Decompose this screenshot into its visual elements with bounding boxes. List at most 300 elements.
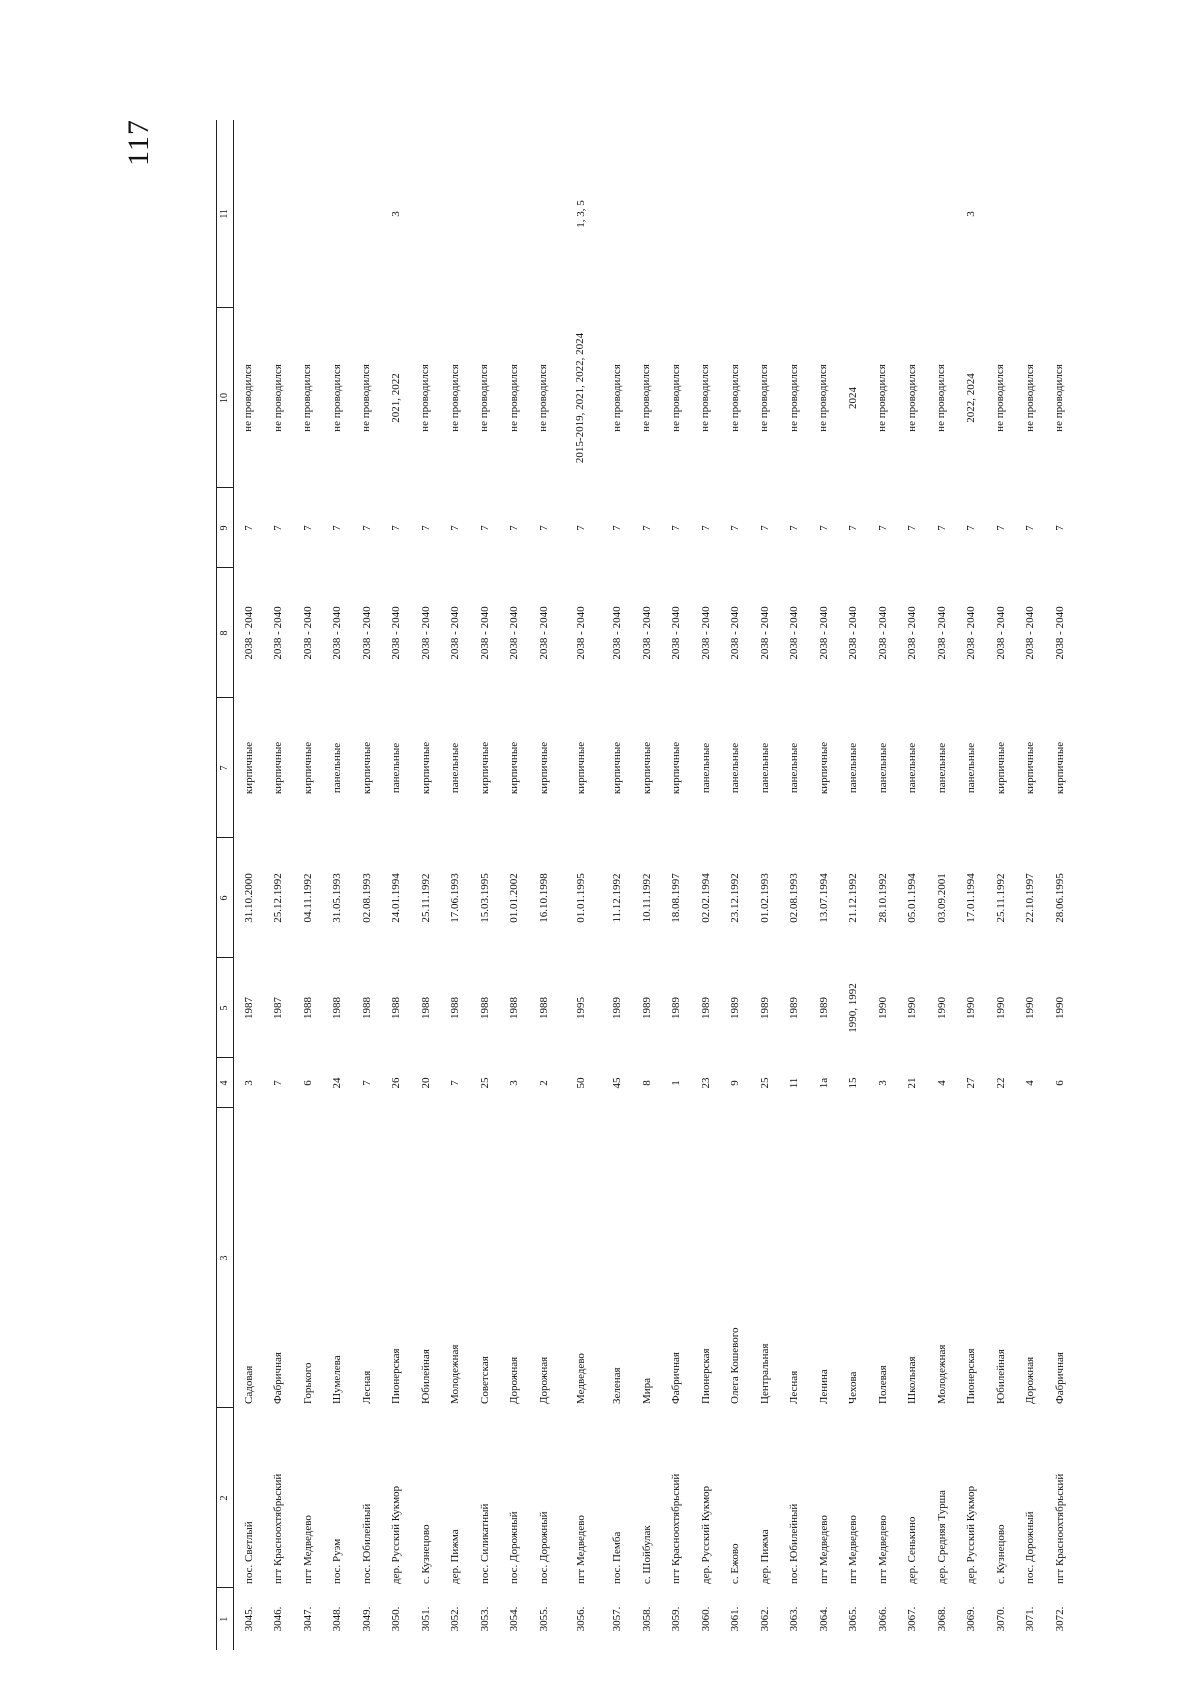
table-row (293, 120, 323, 1650)
life-value: 7 (640, 525, 653, 531)
row-number: 3072. (1053, 1606, 1066, 1632)
wall-material: кирпичные (419, 741, 432, 795)
wall-material: панельные (729, 742, 742, 794)
street: Юбилейная (994, 1349, 1007, 1404)
row-number: 3051. (419, 1606, 432, 1632)
table-row (234, 120, 264, 1650)
street: Советская (478, 1356, 491, 1404)
street: Молодежная (449, 1344, 462, 1404)
wall-material: панельные (876, 742, 889, 794)
wall-material: кирпичные (574, 741, 587, 795)
street: Олега Кошевого (729, 1327, 742, 1404)
street: Юбилейная (419, 1349, 432, 1404)
street: Фабричная (272, 1352, 285, 1404)
street: Лесная (788, 1370, 801, 1404)
life-value: 7 (574, 525, 587, 531)
column-header-10: 10 (217, 308, 234, 488)
life-value: 7 (242, 525, 255, 531)
life-value: 7 (390, 525, 403, 531)
repair-years: 2022, 2024 (964, 373, 977, 423)
build-year: 1990, 1992 (847, 983, 860, 1033)
table-row (323, 120, 353, 1650)
life-value: 7 (788, 525, 801, 531)
note (868, 120, 898, 308)
build-year: 1987 (242, 997, 255, 1019)
registration-date: 16.10.1998 (537, 873, 550, 923)
note (264, 120, 294, 308)
build-year: 1989 (699, 997, 712, 1019)
planned-period: 2038 - 2040 (508, 606, 521, 660)
locality: пос. Дорожный (508, 1511, 521, 1584)
registration-date: 21.12.1992 (847, 873, 860, 923)
build-year: 1989 (729, 997, 742, 1019)
house-number: 21 (906, 1077, 919, 1089)
house-number: 3 (242, 1080, 255, 1086)
page-number: 117 (122, 119, 155, 166)
build-year: 1989 (670, 997, 683, 1019)
note (603, 120, 633, 308)
planned-period: 2038 - 2040 (817, 606, 830, 660)
note (691, 120, 721, 308)
row-number: 3056. (574, 1606, 587, 1632)
repair-years: не проводился (478, 364, 491, 432)
locality: пос. Юбилейный (788, 1503, 801, 1584)
house-number: 7 (449, 1080, 462, 1086)
street: Дорожная (508, 1356, 521, 1404)
locality: пос. Дорожный (1024, 1511, 1037, 1584)
row-number: 3067. (906, 1606, 919, 1632)
table-row (957, 120, 987, 1650)
life-value: 7 (360, 525, 373, 531)
table-row (691, 120, 721, 1650)
build-year: 1990 (1053, 997, 1066, 1019)
planned-period: 2038 - 2040 (449, 606, 462, 660)
life-value: 7 (876, 525, 889, 531)
column-number-header (217, 120, 234, 1650)
table-row (529, 120, 559, 1650)
planned-period: 2038 - 2040 (537, 606, 550, 660)
planned-period: 2038 - 2040 (965, 606, 978, 660)
street: Садовая (242, 1365, 255, 1404)
row-number: 3057. (611, 1606, 624, 1632)
note (898, 120, 928, 308)
locality: дер. Сенькино (906, 1516, 919, 1584)
street: Мира (640, 1377, 653, 1404)
repair-years: не проводился (330, 364, 343, 432)
table-row (264, 120, 294, 1650)
registration-date: 02.08.1993 (360, 873, 373, 923)
table-row (750, 120, 780, 1650)
registration-date: 15.03.1995 (478, 873, 491, 923)
planned-period: 2038 - 2040 (906, 606, 919, 660)
house-number: 45 (611, 1077, 624, 1089)
wall-material: кирпичные (508, 741, 521, 795)
table-row (382, 120, 412, 1650)
build-year: 1988 (508, 997, 521, 1019)
table-row (662, 120, 692, 1650)
house-number: 3 (876, 1080, 889, 1086)
row-number: 3063. (788, 1606, 801, 1632)
repair-years: не проводился (876, 364, 889, 432)
wall-material: кирпичные (537, 741, 550, 795)
planned-period: 2038 - 2040 (699, 606, 712, 660)
registration-date: 22.10.1997 (1024, 873, 1037, 923)
wall-material: панельные (906, 742, 919, 794)
planned-period: 2038 - 2040 (640, 606, 653, 660)
house-number: 4 (1024, 1080, 1037, 1086)
wall-material: кирпичные (994, 741, 1007, 795)
build-year: 1988 (478, 997, 491, 1019)
registration-date: 25.11.1992 (994, 873, 1007, 923)
wall-material: панельные (699, 742, 712, 794)
street: Ленина (817, 1369, 830, 1404)
build-year: 1990 (1024, 997, 1037, 1019)
table-row (898, 120, 928, 1650)
life-value: 7 (419, 525, 432, 531)
locality: пгт Медведево (817, 1515, 830, 1584)
locality: пос. Руэм (331, 1538, 344, 1584)
house-number: 20 (419, 1077, 432, 1089)
note (411, 120, 441, 308)
locality: дер. Русский Кукмор (390, 1485, 403, 1584)
repair-years: не проводился (994, 364, 1007, 432)
row-number: 3069. (965, 1606, 978, 1632)
repair-years: не проводился (1053, 364, 1066, 432)
table-body (234, 120, 1075, 1650)
house-number: 7 (360, 1080, 373, 1086)
house-number: 22 (994, 1077, 1007, 1089)
repair-years: не проводился (669, 364, 682, 432)
repair-years: 2021, 2022 (389, 373, 402, 423)
note (721, 120, 751, 308)
repair-years: не проводился (537, 364, 550, 432)
repair-years: 2024 (846, 387, 859, 409)
note (352, 120, 382, 308)
table-row (470, 120, 500, 1650)
column-header-4: 4 (217, 1058, 234, 1108)
repair-years: не проводился (935, 364, 948, 432)
registration-date: 31.10.2000 (242, 873, 255, 923)
house-number: 2 (537, 1080, 550, 1086)
street: Фабричная (670, 1352, 683, 1404)
wall-material: кирпичные (272, 741, 285, 795)
build-year: 1988 (301, 997, 314, 1019)
life-value: 7 (935, 525, 948, 531)
row-number: 3053. (478, 1606, 491, 1632)
life-value: 7 (272, 525, 285, 531)
house-number: 26 (390, 1077, 403, 1089)
table-row (839, 120, 869, 1650)
registration-date: 01.01.2002 (508, 873, 521, 923)
column-header-3: 3 (217, 1108, 234, 1408)
note (500, 120, 530, 308)
repair-years: не проводился (419, 364, 432, 432)
build-year: 1989 (758, 997, 771, 1019)
repair-years: не проводился (787, 364, 800, 432)
life-value: 7 (449, 525, 462, 531)
locality: дер. Пижма (758, 1529, 771, 1584)
street: Пионерская (965, 1348, 978, 1404)
column-header-7: 7 (217, 698, 234, 838)
repair-years: не проводился (817, 364, 830, 432)
table-row (986, 120, 1016, 1650)
planned-period: 2038 - 2040 (611, 606, 624, 660)
house-number: 6 (1053, 1080, 1066, 1086)
life-value: 7 (965, 525, 978, 531)
table-row (927, 120, 957, 1650)
registration-date: 01.01.1995 (574, 873, 587, 923)
life-value: 7 (670, 525, 683, 531)
house-number: 9 (729, 1080, 742, 1086)
repair-years: не проводился (301, 364, 314, 432)
locality: пос. Юбилейный (360, 1503, 373, 1584)
life-value: 7 (508, 525, 521, 531)
street: Пионерская (390, 1348, 403, 1404)
life-value: 7 (994, 525, 1007, 531)
note (927, 120, 957, 308)
table-row (809, 120, 839, 1650)
planned-period: 2038 - 2040 (935, 606, 948, 660)
build-year: 1995 (574, 997, 587, 1019)
house-number: 8 (640, 1080, 653, 1086)
repair-years: не проводился (360, 364, 373, 432)
table-row (559, 120, 603, 1650)
street: Полевая (876, 1365, 889, 1404)
locality: дер. Русский Кукмор (965, 1485, 978, 1584)
street: Пионерская (699, 1348, 712, 1404)
house-number: 11 (788, 1077, 801, 1089)
locality: пгт Медведево (847, 1515, 860, 1584)
house-number: 15 (847, 1077, 860, 1089)
planned-period: 2038 - 2040 (876, 606, 889, 660)
planned-period: 2038 - 2040 (1024, 606, 1037, 660)
life-value: 7 (699, 525, 712, 531)
wall-material: панельные (965, 742, 978, 794)
locality: пгт Медведево (876, 1515, 889, 1584)
build-year: 1988 (449, 997, 462, 1019)
life-value: 7 (611, 525, 624, 531)
wall-material: кирпичные (360, 741, 373, 795)
build-year: 1988 (390, 997, 403, 1019)
repair-years: не проводился (1023, 364, 1036, 432)
locality: пгт Медведево (574, 1515, 587, 1584)
planned-period: 2038 - 2040 (331, 606, 344, 660)
build-year: 1990 (906, 997, 919, 1019)
house-number: 24 (331, 1077, 344, 1089)
row-number: 3046. (272, 1606, 285, 1632)
house-number: 6 (301, 1080, 314, 1086)
note (1016, 120, 1046, 308)
row-number: 3047. (301, 1606, 314, 1632)
build-year: 1988 (537, 997, 550, 1019)
note: 1, 3, 5 (574, 200, 587, 228)
row-number: 3052. (449, 1606, 462, 1632)
table-row (1045, 120, 1075, 1650)
house-number: 7 (272, 1080, 285, 1086)
locality: дер. Пижма (449, 1529, 462, 1584)
build-year: 1989 (611, 997, 624, 1019)
row-number: 3070. (994, 1606, 1007, 1632)
life-value: 7 (817, 525, 830, 531)
build-year: 1989 (788, 997, 801, 1019)
row-number: 3065. (847, 1606, 860, 1632)
note (1045, 120, 1075, 308)
street: Молодежная (935, 1344, 948, 1404)
registration-date: 23.12.1992 (729, 873, 742, 923)
column-header-9: 9 (217, 488, 234, 568)
street: Лесная (360, 1370, 373, 1404)
life-value: 7 (1053, 525, 1066, 531)
registration-date: 28.06.1995 (1053, 873, 1066, 923)
repair-years: не проводился (699, 364, 712, 432)
planned-period: 2038 - 2040 (574, 606, 587, 660)
wall-material: панельные (847, 742, 860, 794)
registration-date: 10.11.1992 (640, 873, 653, 923)
life-value: 7 (758, 525, 771, 531)
note (323, 120, 353, 308)
note (780, 120, 810, 308)
table-row (411, 120, 441, 1650)
locality: с. Шойбулак (640, 1525, 653, 1584)
registration-date: 25.12.1992 (272, 873, 285, 923)
repair-years: не проводился (507, 364, 520, 432)
table-row (632, 120, 662, 1650)
build-year: 1990 (935, 997, 948, 1019)
street: Школьная (906, 1356, 919, 1404)
locality: с. Кузнецово (994, 1524, 1007, 1584)
housing-table (216, 120, 1075, 1650)
repair-years: 2015-2019, 2021, 2022, 2024 (574, 332, 586, 464)
house-number: 25 (478, 1077, 491, 1089)
house-number: 50 (574, 1077, 587, 1089)
wall-material: кирпичные (817, 741, 830, 795)
registration-date: 02.02.1994 (699, 873, 712, 923)
planned-period: 2038 - 2040 (670, 606, 683, 660)
build-year: 1990 (994, 997, 1007, 1019)
house-number: 1а (817, 1077, 830, 1089)
build-year: 1988 (331, 997, 344, 1019)
locality: пос. Светлый (242, 1521, 255, 1584)
planned-period: 2038 - 2040 (478, 606, 491, 660)
wall-material: кирпичные (242, 741, 255, 795)
house-number: 3 (508, 1080, 521, 1086)
life-value: 7 (537, 525, 550, 531)
locality: пос. Силикатный (478, 1503, 491, 1584)
column-header-6: 6 (217, 838, 234, 958)
planned-period: 2038 - 2040 (390, 606, 403, 660)
street: Фабричная (1053, 1352, 1066, 1404)
wall-material: панельные (788, 742, 801, 794)
street: Шумелева (331, 1355, 344, 1404)
planned-period: 2038 - 2040 (994, 606, 1007, 660)
build-year: 1987 (272, 997, 285, 1019)
registration-date: 24.01.1994 (390, 873, 403, 923)
row-number: 3064. (817, 1606, 830, 1632)
table-row (352, 120, 382, 1650)
repair-years: не проводился (448, 364, 461, 432)
street: Чехова (847, 1371, 860, 1404)
table-row (868, 120, 898, 1650)
life-value: 7 (1024, 525, 1037, 531)
wall-material: панельные (390, 742, 403, 794)
registration-date: 05.01.1994 (906, 873, 919, 923)
row-number: 3071. (1024, 1606, 1037, 1632)
row-number: 3068. (935, 1606, 948, 1632)
locality: дер. Русский Кукмор (699, 1485, 712, 1584)
repair-years: не проводился (242, 364, 255, 432)
registration-date: 18.08.1997 (670, 873, 683, 923)
repair-years: не проводился (905, 364, 918, 432)
row-number: 3048. (331, 1606, 344, 1632)
table-row (500, 120, 530, 1650)
row-number: 3060. (699, 1606, 712, 1632)
table-row (1016, 120, 1046, 1650)
planned-period: 2038 - 2040 (788, 606, 801, 660)
note (529, 120, 559, 308)
registration-date: 17.06.1993 (449, 873, 462, 923)
locality: пос. Пемба (611, 1531, 624, 1584)
wall-material: панельные (331, 742, 344, 794)
build-year: 1988 (419, 997, 432, 1019)
column-header-11: 11 (217, 120, 234, 308)
build-year: 1990 (965, 997, 978, 1019)
note (662, 120, 692, 308)
note (293, 120, 323, 308)
wall-material: панельные (935, 742, 948, 794)
column-header-5: 5 (217, 958, 234, 1058)
registration-date: 13.07.1994 (817, 873, 830, 923)
row-number: 3061. (729, 1606, 742, 1632)
repair-years: не проводился (758, 364, 771, 432)
wall-material: кирпичные (1024, 741, 1037, 795)
registration-date: 02.08.1993 (788, 873, 801, 923)
locality: с. Ежово (729, 1543, 742, 1584)
row-number: 3055. (537, 1606, 550, 1632)
locality: пгт Красноохтябрьский (670, 1473, 683, 1584)
registration-date: 11.12.1992 (611, 873, 624, 923)
locality: пгт Медведево (301, 1515, 314, 1584)
note (809, 120, 839, 308)
street: Медведево (574, 1353, 587, 1404)
build-year: 1988 (360, 997, 373, 1019)
row-number: 3045. (242, 1606, 255, 1632)
wall-material: панельные (449, 742, 462, 794)
street: Дорожная (537, 1356, 550, 1404)
wall-material: кирпичные (611, 741, 624, 795)
planned-period: 2038 - 2040 (272, 606, 285, 660)
planned-period: 2038 - 2040 (301, 606, 314, 660)
note (234, 120, 264, 308)
repair-years: не проводился (640, 364, 653, 432)
column-header-1: 1 (217, 1588, 234, 1650)
registration-date: 01.02.1993 (758, 873, 771, 923)
life-value: 7 (729, 525, 742, 531)
house-number: 27 (965, 1077, 978, 1089)
table-row (780, 120, 810, 1650)
planned-period: 2038 - 2040 (1053, 606, 1066, 660)
note (839, 120, 869, 308)
repair-years: не проводился (610, 364, 623, 432)
row-number: 3054. (508, 1606, 521, 1632)
build-year: 1989 (640, 997, 653, 1019)
locality: пос. Дорожный (537, 1511, 550, 1584)
planned-period: 2038 - 2040 (847, 606, 860, 660)
street: Центральная (758, 1343, 771, 1404)
registration-date: 28.10.1992 (876, 873, 889, 923)
house-number: 25 (758, 1077, 771, 1089)
street: Зеленая (611, 1367, 624, 1404)
repair-years: не проводился (728, 364, 741, 432)
